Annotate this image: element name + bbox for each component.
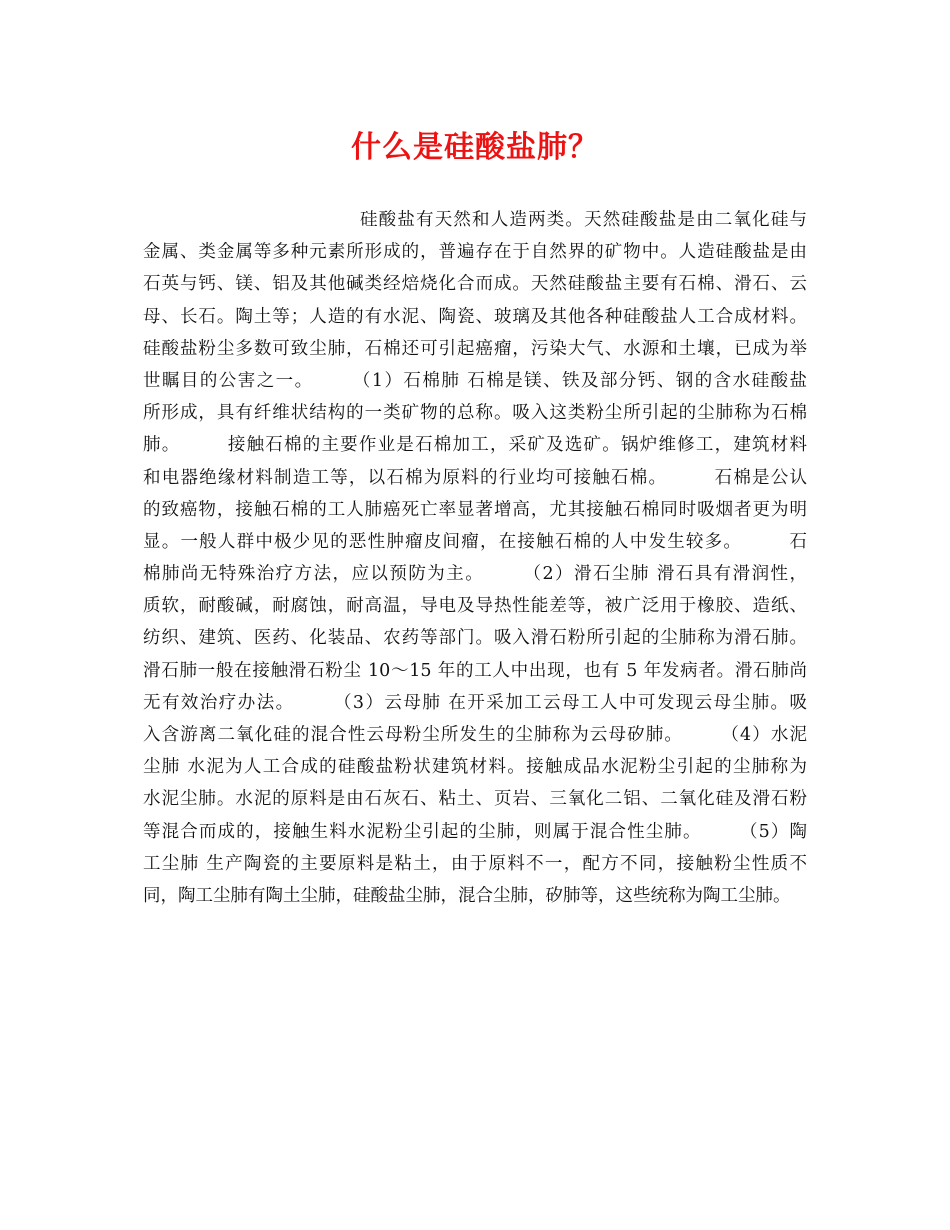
body-line: 纺织、建筑、医药、化装品、农药等部门。吸入滑石粉所引起的尘肺称为滑石肺。	[143, 628, 807, 649]
body-line: 等混合而成的，接触生料水泥粉尘引起的尘肺，则属于混合性尘肺。 （5）陶	[143, 821, 807, 842]
body-line: 金属、类金属等多种元素所形成的，普遍存在于自然界的矿物中。人造硅酸盐是由	[143, 242, 807, 263]
body-line: 世瞩目的公害之一。 （1）石棉肺 石棉是镁、铁及部分钙、钢的含水硅酸盐	[143, 370, 807, 391]
body-line: 质软，耐酸碱，耐腐蚀，耐高温，导电及导热性能差等，被广泛用于橡胶、造纸、	[143, 596, 807, 617]
body-line: 水泥尘肺。水泥的原料是由石灰石、粘土、页岩、三氧化二铝、二氧化硅及滑石粉	[143, 789, 807, 810]
body-line: 硅酸盐粉尘多数可致尘肺，石棉还可引起癌瘤，污染大气、水源和土壤，已成为举	[143, 338, 807, 359]
body-line: 滑石肺一般在接触滑石粉尘 10～15 年的工人中出现，也有 5 年发病者。滑石肺尚	[143, 660, 807, 681]
body-line: 的致癌物，接触石棉的工人肺癌死亡率显著增高，尤其接触石棉同时吸烟者更为明	[143, 499, 807, 520]
body-line: 棉肺尚无特殊治疗方法，应以预防为主。 （2）滑石尘肺 滑石具有滑润性，	[143, 564, 807, 585]
body-line: 和电器绝缘材料制造工等，以石棉为原料的行业均可接触石棉。 石棉是公认	[143, 467, 807, 488]
body-line: 尘肺 水泥为人工合成的硅酸盐粉状建筑材料。接触成品水泥粉尘引起的尘肺称为	[143, 757, 807, 778]
document-body	[143, 204, 807, 912]
body-line: 肺。 接触石棉的主要作业是石棉加工，采矿及选矿。锅炉维修工，建筑材料	[143, 435, 807, 456]
body-line: 同，陶工尘肺有陶土尘肺，硅酸盐尘肺，混合尘肺，矽肺等，这些统称为陶工尘肺。	[143, 885, 791, 906]
body-line: 无有效治疗办法。 （3）云母肺 在开采加工云母工人中可发现云母尘肺。吸	[143, 692, 807, 713]
body-line: 工尘肺 生产陶瓷的主要原料是粘土，由于原料不一，配方不同，接触粉尘性质不	[143, 853, 807, 874]
body-line: 石英与钙、镁、铝及其他碱类经焙烧化合而成。天然硅酸盐主要有石棉、滑石、云	[143, 274, 807, 295]
body-line: 所形成，具有纤维状结构的一类矿物的总称。吸入这类粉尘所引起的尘肺称为石棉	[143, 403, 807, 424]
document-title: 什么是硅酸盐肺？	[351, 130, 599, 165]
body-line: 显。一般人群中极少见的恶性肿瘤皮间瘤，在接触石棉的人中发生较多。 石	[143, 531, 807, 552]
body-line: 硅酸盐有天然和人造两类。天然硅酸盐是由二氧化硅与	[360, 210, 807, 230]
body-line: 母、长石。陶土等；人造的有水泥、陶瓷、玻璃及其他各种硅酸盐人工合成材料。	[143, 306, 807, 327]
body-line: 入含游离二氧化硅的混合性云母粉尘所发生的尘肺称为云母矽肺。 （4）水泥	[143, 725, 807, 745]
